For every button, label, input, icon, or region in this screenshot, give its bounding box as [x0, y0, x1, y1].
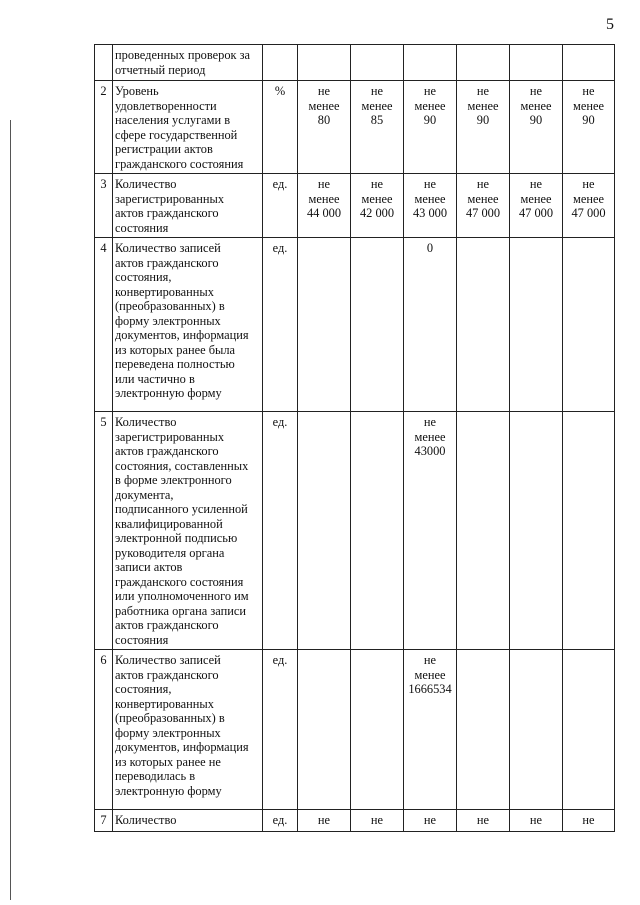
value-line: менее	[520, 191, 552, 206]
value-line: менее	[467, 98, 499, 113]
indicator-name-line: электронную форму	[115, 783, 222, 798]
indicator-name-line: конвертированных	[115, 696, 214, 711]
indicator-name-line: гражданского состояния	[115, 574, 244, 589]
indicator-name-line: состояния	[115, 220, 169, 235]
indicator-name-line: Количество	[115, 415, 177, 429]
value-cell-year-5	[510, 238, 563, 412]
value-cell-year-3	[404, 650, 457, 810]
value-line: не	[476, 84, 490, 98]
value-line: менее	[573, 191, 604, 206]
row-number: 7	[95, 810, 113, 832]
value-line: не	[423, 415, 437, 429]
value-cell-year-3	[404, 810, 457, 832]
value-cell-year-4	[457, 810, 510, 832]
indicator-name	[113, 174, 263, 238]
value-line: 44 000	[306, 206, 342, 220]
indicator-name-line: Уровень	[115, 84, 159, 98]
value-cell-year-4	[457, 174, 510, 238]
value-cell-year-5	[510, 81, 563, 174]
indicator-name	[113, 412, 263, 650]
value-cell-year-1	[298, 412, 351, 650]
indicator-name-line: Количество записей	[115, 241, 221, 255]
value-line: менее	[520, 98, 552, 113]
value-line: менее	[573, 98, 604, 113]
indicator-name-line: подписанного усиленной	[115, 502, 248, 516]
indicator-name-line: или частично в	[115, 371, 195, 386]
value-cell-year-1	[298, 81, 351, 174]
indicator-name-line: документа,	[115, 487, 174, 502]
indicator-name	[113, 810, 263, 832]
indicator-name-line: актов гражданского	[115, 667, 219, 682]
indicator-name-line: (преобразованных) в	[115, 711, 225, 725]
value-cell-year-5	[510, 174, 563, 238]
value-cell-year-3	[404, 412, 457, 650]
value-line: не	[476, 177, 490, 191]
indicator-name-line: Количество записей	[115, 653, 221, 667]
indicator-name-line: отчетный период	[115, 62, 206, 77]
indicator-name-line: населения услугами в	[115, 113, 231, 127]
row-number	[95, 45, 113, 81]
value-cell-year-3	[404, 174, 457, 238]
value-line: менее	[361, 191, 393, 206]
value-cell-year-6	[563, 810, 615, 832]
unit-cell: ед.	[263, 238, 298, 412]
value-line: не	[423, 177, 437, 191]
value-line: 80	[317, 113, 331, 127]
value-cell-year-2	[351, 650, 404, 810]
indicator-name-line: электронную форму	[115, 386, 222, 400]
value-line: менее	[467, 191, 499, 206]
indicator-name	[113, 650, 263, 810]
value-cell-year-6	[563, 412, 615, 650]
value-cell-year-5	[510, 810, 563, 832]
scan-edge-line	[10, 120, 11, 900]
value-cell-year-2	[351, 81, 404, 174]
table-row	[95, 412, 615, 650]
indicator-name-line: документов, информация	[115, 328, 249, 342]
value-line: 0	[426, 241, 434, 255]
indicator-name-line: удовлетворенности	[115, 98, 217, 113]
value-line: 47 000	[465, 206, 501, 220]
value-line: не	[529, 813, 543, 827]
value-cell-year-6	[563, 81, 615, 174]
unit-cell: ед.	[263, 650, 298, 810]
indicator-name-line: форму электронных	[115, 313, 221, 328]
indicator-name-line: из которых ранее была	[115, 342, 236, 357]
value-line: не	[476, 813, 490, 827]
value-line: не	[317, 813, 331, 827]
indicator-name-line: работника органа записи	[115, 603, 246, 618]
indicator-name-line: или уполномоченного им	[115, 589, 249, 603]
indicator-name-line: конвертированных	[115, 284, 214, 299]
value-line: не	[529, 177, 543, 191]
value-line: менее	[414, 429, 446, 444]
value-line: не	[529, 84, 543, 98]
value-line: 90	[476, 113, 490, 127]
value-line: 90	[582, 113, 595, 127]
value-line: не	[582, 813, 595, 827]
indicator-name-line: актов гражданского	[115, 255, 219, 270]
table-row	[95, 45, 615, 81]
indicator-name-line: состояния,	[115, 682, 172, 696]
value-line: 90	[529, 113, 543, 127]
unit-cell	[263, 45, 298, 81]
value-cell-year-2	[351, 45, 404, 81]
table-row	[95, 810, 615, 832]
value-cell-year-3	[404, 81, 457, 174]
value-cell-year-5	[510, 45, 563, 81]
unit-cell: %	[263, 81, 298, 174]
indicator-name-line: зарегистрированных	[115, 429, 225, 444]
value-line: не	[317, 177, 331, 191]
value-line: 90	[423, 113, 437, 127]
indicator-name-line: актов гражданского	[115, 206, 219, 220]
value-line: не	[423, 653, 437, 667]
indicator-name-line: форму электронных	[115, 725, 221, 740]
value-line: менее	[361, 98, 393, 113]
indicators-table	[94, 44, 615, 832]
value-line: не	[423, 84, 437, 98]
value-cell-year-1	[298, 174, 351, 238]
row-number: 2	[95, 81, 113, 174]
value-cell-year-3	[404, 45, 457, 81]
indicator-name	[113, 81, 263, 174]
row-number: 3	[95, 174, 113, 238]
indicator-name-line: квалифицированной	[115, 516, 223, 531]
value-line: 43 000	[412, 206, 448, 220]
value-line: не	[423, 813, 437, 827]
indicator-name	[113, 238, 263, 412]
indicator-name-line: переведена полностью	[115, 357, 235, 371]
value-cell-year-2	[351, 810, 404, 832]
indicator-name-line: актов гражданского	[115, 444, 219, 458]
value-cell-year-5	[510, 650, 563, 810]
value-line: менее	[308, 98, 340, 113]
row-number: 6	[95, 650, 113, 810]
indicator-name-line: в форме электронного	[115, 473, 232, 487]
indicator-name-line: из которых ранее не	[115, 754, 221, 769]
value-cell-year-1	[298, 810, 351, 832]
table-row	[95, 174, 615, 238]
value-cell-year-5	[510, 412, 563, 650]
table-row	[95, 81, 615, 174]
indicator-name-line: Количество	[115, 813, 177, 827]
value-cell-year-6	[563, 45, 615, 81]
indicator-name-line: руководителя органа	[115, 545, 225, 560]
value-cell-year-1	[298, 238, 351, 412]
page-number: 5	[606, 16, 614, 33]
value-cell-year-6	[563, 174, 615, 238]
value-line: не	[370, 177, 384, 191]
value-cell-year-4	[457, 81, 510, 174]
value-line: менее	[308, 191, 340, 206]
indicator-name-line: состояния	[115, 632, 169, 647]
value-cell-year-4	[457, 650, 510, 810]
value-line: не	[582, 177, 595, 191]
value-line: не	[317, 84, 331, 98]
value-line: 42 000	[359, 206, 395, 220]
indicator-name-line: Количество	[115, 177, 177, 191]
unit-cell: ед.	[263, 412, 298, 650]
value-cell-year-6	[563, 650, 615, 810]
indicator-name-line: записи актов	[115, 560, 183, 574]
value-line: не	[370, 84, 384, 98]
indicator-name	[113, 45, 263, 81]
indicator-name-line: переводилась в	[115, 769, 196, 783]
value-line: 1666534	[408, 682, 452, 696]
value-line: менее	[414, 667, 446, 682]
value-line: 43000	[414, 444, 446, 458]
value-cell-year-2	[351, 238, 404, 412]
indicator-name-line: (преобразованных) в	[115, 299, 225, 313]
value-line: 47 000	[518, 206, 554, 220]
value-cell-year-4	[457, 45, 510, 81]
indicator-name-line: проведенных проверок за	[115, 48, 251, 62]
unit-cell: ед.	[263, 810, 298, 832]
value-cell-year-1	[298, 45, 351, 81]
row-number: 4	[95, 238, 113, 412]
value-cell-year-1	[298, 650, 351, 810]
value-cell-year-2	[351, 174, 404, 238]
indicator-name-line: гражданского состояния	[115, 156, 244, 171]
indicator-name-line: сфере государственной	[115, 127, 238, 142]
value-line: не	[370, 813, 384, 827]
value-line: менее	[414, 98, 446, 113]
value-cell-year-2	[351, 412, 404, 650]
unit-cell: ед.	[263, 174, 298, 238]
value-cell-year-3	[404, 238, 457, 412]
indicator-name-line: документов, информация	[115, 740, 249, 754]
value-cell-year-6	[563, 238, 615, 412]
indicator-name-line: актов гражданского	[115, 618, 219, 632]
value-line: менее	[414, 191, 446, 206]
table-body	[95, 45, 615, 832]
indicator-name-line: зарегистрированных	[115, 191, 225, 206]
value-line: 47 000	[571, 206, 606, 220]
indicator-name-line: регистрации актов	[115, 142, 213, 156]
table-row	[95, 650, 615, 810]
table-row	[95, 238, 615, 412]
indicator-name-line: состояния, составленных	[115, 458, 249, 473]
indicator-name-line: состояния,	[115, 270, 172, 284]
value-line: 85	[370, 113, 384, 127]
value-cell-year-4	[457, 238, 510, 412]
value-cell-year-4	[457, 412, 510, 650]
indicator-name-line: электронной подписью	[115, 531, 238, 545]
value-line: не	[582, 84, 595, 98]
row-number: 5	[95, 412, 113, 650]
